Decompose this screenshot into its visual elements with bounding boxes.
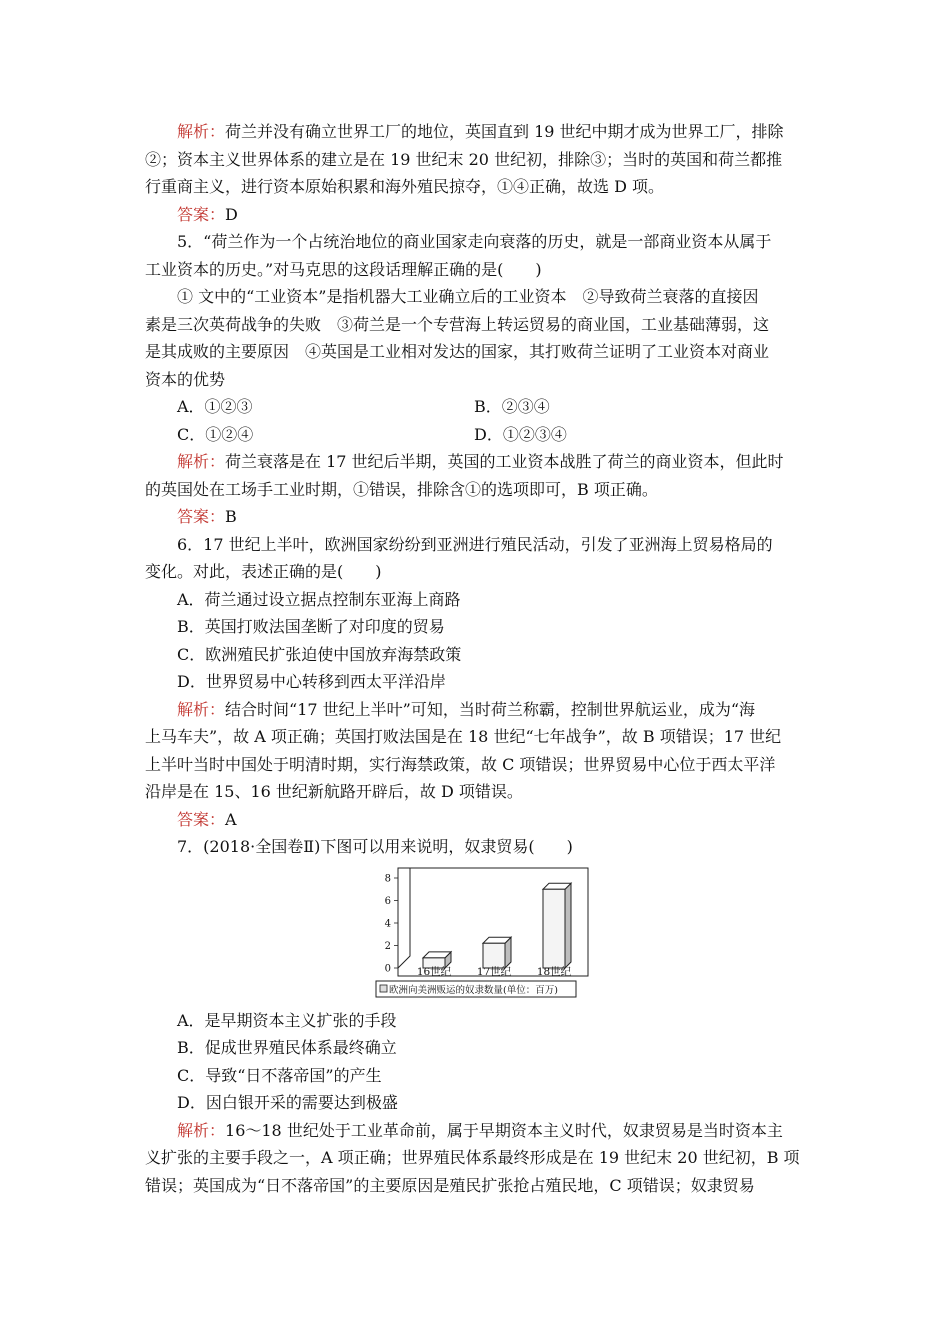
bar-chart-figure	[145, 861, 809, 1007]
analysis-text: ②；资本主义世界体系的建立是在 19 世纪末 20 世纪初，排除③；当时的英国和荷兰都推	[145, 149, 783, 169]
analysis-label: 解析：	[177, 699, 226, 719]
y-tick-label: 4	[384, 918, 391, 929]
bar-18世纪	[543, 883, 571, 968]
y-tick-label: 2	[384, 940, 391, 952]
option-b: B．②③④	[474, 397, 550, 416]
analysis-text: 上半叶当时中国处于明清时期，实行海禁政策，故 C 项错误；世界贸易中心位于西太平洋	[145, 754, 776, 774]
answer-label: 答案：	[177, 204, 226, 224]
bar-chart	[358, 863, 598, 999]
question-item: 是其成败的主要原因 ④英国是工业相对发达的国家，其打败荷兰证明了工业资本对商业	[145, 342, 770, 361]
q5-answer-line	[145, 503, 809, 531]
option-row	[145, 421, 809, 449]
option-d: D．世界贸易中心转移到西太平洋沿岸	[177, 672, 446, 691]
answer-value: A	[225, 809, 237, 829]
bar-17世纪	[483, 937, 511, 968]
question-stem: 5．“荷兰作为一个占统治地位的商业国家走向衰落的历史，就是一部商业资本从属于	[177, 232, 772, 251]
question-stem: 变化。对此，表述正确的是( )	[145, 562, 382, 581]
answer-label: 答案：	[177, 809, 226, 829]
option-c: C．导致“日不落帝国”的产生	[177, 1065, 382, 1085]
option-d: D．因白银开采的需要达到极盛	[177, 1093, 398, 1112]
q4-answer-line	[145, 201, 809, 229]
analysis-label: 解析：	[177, 452, 226, 471]
question-stem: 7．(2018·全国卷Ⅱ)下图可以用来说明，奴隶贸易( )	[177, 837, 573, 856]
option-d: D．①②③④	[474, 424, 567, 444]
option-c: C．①②④	[177, 424, 254, 444]
analysis-text: 沿岸是在 15、16 世纪新航路开辟后，故 D 项错误。	[145, 782, 523, 801]
analysis-text: 的英国处在工场手工业时期，①错误，排除含①的选项即可，B 项正确。	[145, 479, 658, 499]
q7-analysis-line	[145, 1117, 809, 1145]
q6-analysis-line	[145, 696, 809, 724]
option-a: A．荷兰通过设立据点控制东亚海上商路	[177, 589, 461, 609]
question-stem: 工业资本的历史。”对马克思的这段话理解正确的是( )	[145, 259, 542, 279]
bar-front-face	[483, 943, 505, 968]
answer-label: 答案：	[177, 507, 226, 526]
q4-analysis-line	[145, 118, 809, 146]
question-item: ① 文中的“工业资本”是指机器大工业确立后的工业资本 ②导致荷兰衰落的直接因	[177, 287, 759, 306]
question-item: 素是三次英荷战争的失败 ③荷兰是一个专营海上转运贸易的商业国，工业基础薄弱，这	[145, 314, 770, 334]
legend-swatch	[380, 985, 387, 992]
q5-analysis-line	[145, 448, 809, 476]
question-item: 资本的优势	[145, 369, 226, 389]
x-tick-label: 17世纪	[476, 965, 512, 978]
option-a: A．①②③	[177, 397, 253, 416]
analysis-text: 16～18 世纪处于工业革命前，属于早期资本主义时代，奴隶贸易是当时资本主	[225, 1120, 783, 1140]
analysis-text: 结合时间“17 世纪上半叶”可知，当时荷兰称霸，控制世界航运业，成为“海	[225, 699, 756, 719]
x-tick-label: 16世纪	[416, 965, 452, 978]
q6-answer-line	[145, 806, 809, 834]
option-row	[145, 393, 809, 421]
y-tick-label: 0	[384, 963, 391, 974]
analysis-text: 义扩张的主要手段之一，A 项正确；世界殖民体系最终形成是在 19 世纪末 20 世纪初，B 项	[145, 1148, 800, 1167]
answer-value: D	[225, 204, 238, 224]
analysis-text: 荷兰并没有确立世界工厂的地位，英国直到 19 世纪中期才成为世界工厂，排除	[225, 122, 784, 141]
bar-front-face	[543, 889, 565, 968]
analysis-text: 错误；英国成为“日不落帝国”的主要原因是殖民扩张抢占殖民地，C 项错误；奴隶贸易	[145, 1175, 755, 1195]
y-tick-label: 6	[384, 895, 391, 907]
option-b: B．英国打败法国垄断了对印度的贸易	[177, 617, 445, 636]
question-stem: 6．17 世纪上半叶，欧洲国家纷纷到亚洲进行殖民活动，引发了亚洲海上贸易格局的	[177, 534, 773, 554]
document-page	[145, 118, 809, 1199]
x-tick-label: 18世纪	[536, 965, 572, 978]
analysis-label: 解析：	[177, 1120, 226, 1140]
analysis-text: 荷兰衰落是在 17 世纪后半期，英国的工业资本战胜了荷兰的商业资本，但此时	[225, 452, 784, 471]
answer-value: B	[225, 507, 237, 526]
analysis-label: 解析：	[177, 122, 226, 141]
option-b: B．促成世界殖民体系最终确立	[177, 1038, 397, 1057]
y-tick-label: 8	[384, 873, 391, 884]
analysis-text: 上马车夫”，故 A 项正确；英国打败法国是在 18 世纪“七年战争”，故 B 项错误；17 世纪	[145, 727, 782, 746]
analysis-text: 行重商主义，进行资本原始积累和海外殖民掠夺，①④正确，故选 D 项。	[145, 177, 665, 196]
option-a: A．是早期资本主义扩张的手段	[177, 1010, 397, 1030]
bar-side-face	[565, 883, 571, 968]
option-c: C．欧洲殖民扩张迫使中国放弃海禁政策	[177, 644, 462, 664]
legend-label: 欧洲向美洲贩运的奴隶数量(单位：百万)	[389, 984, 558, 996]
